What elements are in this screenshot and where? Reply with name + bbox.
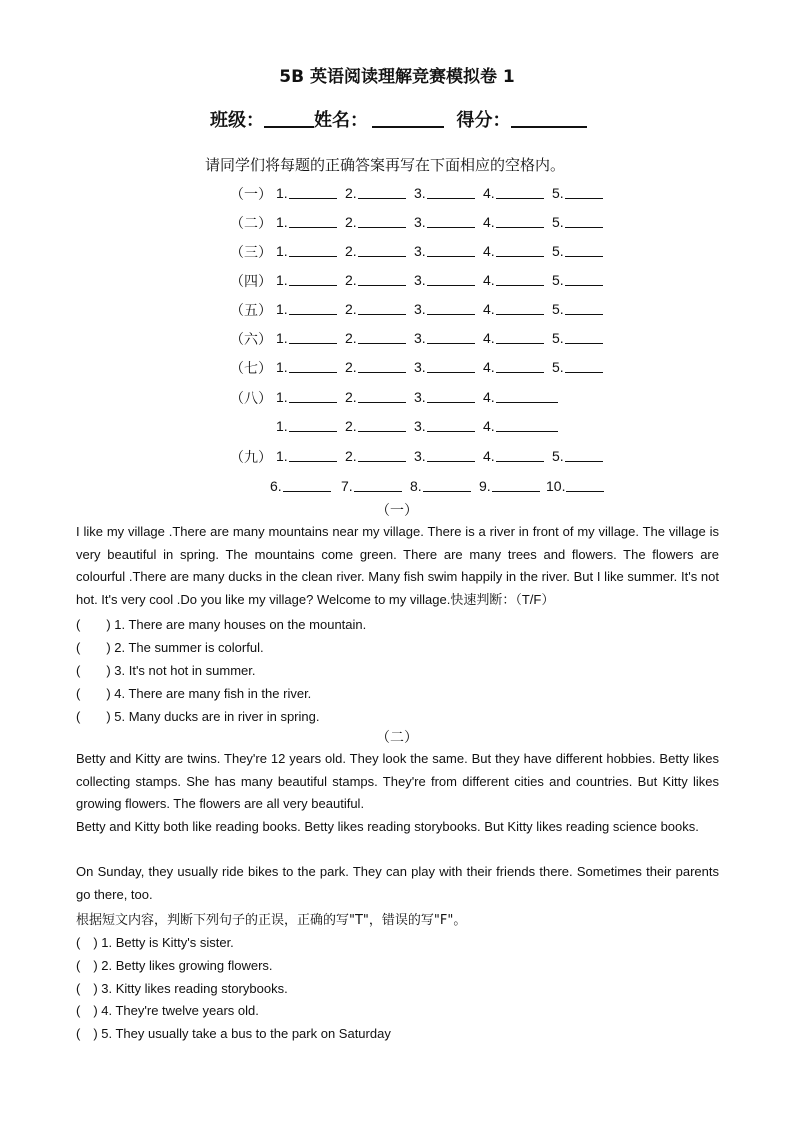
answer-number: 3. [414, 330, 426, 346]
section-2-paragraph-3: On Sunday, they usually ride bikes to the park. They can play with their friends there. Sometimes their parents go there, too. [76, 864, 719, 902]
answer-blank[interactable] [345, 447, 406, 464]
answer-number: 5. [552, 359, 564, 375]
section-1-question: ( ) 5. Many ducks are in river in spring. [76, 709, 320, 724]
answer-number: 2. [345, 389, 357, 405]
section-2-question: ( ) 1. Betty is Kitty's sister. [76, 935, 234, 950]
answer-blank[interactable] [552, 358, 603, 375]
answer-number: 3. [414, 272, 426, 288]
answer-row-label: （二） [230, 216, 272, 232]
answer-row [0, 477, 794, 497]
answer-blank[interactable] [345, 358, 406, 375]
answer-blank[interactable] [345, 388, 406, 405]
answer-number: 2. [345, 214, 357, 230]
answer-underline [496, 417, 558, 432]
answer-underline [423, 477, 471, 492]
answer-underline [565, 358, 603, 373]
answer-blank[interactable] [345, 213, 406, 230]
answer-blank[interactable] [483, 388, 558, 405]
answer-number: 4. [483, 243, 495, 259]
answer-blank[interactable] [414, 417, 475, 434]
answer-underline [427, 213, 475, 228]
answer-blank[interactable] [276, 329, 337, 346]
section-2-question: ( ) 5. They usually take a bus to the park on Saturday [76, 1026, 391, 1041]
answer-blank[interactable] [483, 271, 544, 288]
answer-blank[interactable] [276, 417, 337, 434]
answer-row [0, 300, 794, 320]
answer-number: 1. [276, 272, 288, 288]
answer-underline [492, 477, 540, 492]
answer-blank[interactable] [483, 242, 544, 259]
answer-blank[interactable] [552, 300, 603, 317]
answer-blank[interactable] [345, 300, 406, 317]
answer-number: 4. [483, 330, 495, 346]
section-1-passage: I like my village .There are many mountains near my village. There is a river in front of my village. The village is very beautiful in spring. The mountains come green. There are many trees and flowers. The flowers are colourful .There are many ducks in the clean river. Many fish swim happily in the river. But I like summer. It's not hot. It's very cool .Do you like my village? Welcome to my village.快速判断：（T/F） [76, 524, 719, 607]
answer-underline [496, 447, 544, 462]
answer-underline [565, 300, 603, 315]
answer-instruction: 请同学们将每题的正确答案再写在下面相应的空格内。 [205, 156, 566, 174]
section-1-question: ( ) 3. It's not hot in summer. [76, 663, 256, 678]
answer-row-label: （五） [230, 303, 272, 319]
answer-number: 2. [345, 418, 357, 434]
answer-underline [358, 184, 406, 199]
answer-number: 2. [345, 272, 357, 288]
answer-number: 5. [552, 330, 564, 346]
section-2-instruction: 根据短文内容，判断下列句子的正误，正确的写"T"，错误的写"F"。 [76, 913, 467, 928]
answer-row [0, 184, 794, 204]
answer-underline [427, 358, 475, 373]
name-blank[interactable] [372, 108, 444, 128]
answer-row-label: （九） [230, 450, 272, 466]
answer-number: 3. [414, 243, 426, 259]
answer-underline [496, 358, 544, 373]
answer-blank[interactable] [410, 477, 471, 494]
answer-number: 4. [483, 272, 495, 288]
answer-underline [427, 184, 475, 199]
answer-underline [289, 213, 337, 228]
answer-number: 2. [345, 330, 357, 346]
answer-row-label: （三） [230, 245, 272, 261]
answer-blank[interactable] [552, 184, 603, 201]
answer-blank[interactable] [483, 329, 544, 346]
answer-underline [427, 271, 475, 286]
answer-blank[interactable] [345, 271, 406, 288]
answer-underline [358, 213, 406, 228]
answer-blank[interactable] [414, 447, 475, 464]
answer-blank[interactable] [276, 447, 337, 464]
answer-underline [496, 388, 558, 403]
answer-number: 6. [270, 478, 282, 494]
class-blank[interactable] [264, 108, 314, 128]
score-label: 得分： [456, 110, 511, 131]
answer-underline [566, 477, 604, 492]
answer-number: 3. [414, 389, 426, 405]
answer-underline [289, 329, 337, 344]
section-2-paragraph-2: Betty and Kitty both like reading books. Betty likes reading storybooks. But Kitty likes reading science books. [76, 819, 699, 834]
answer-blank[interactable] [276, 271, 337, 288]
answer-row-label: （七） [230, 361, 272, 377]
section-2-question: ( ) 4. They're twelve years old. [76, 1003, 259, 1018]
answer-number: 4. [483, 185, 495, 201]
answer-number: 1. [276, 359, 288, 375]
answer-underline [358, 271, 406, 286]
answer-number: 1. [276, 243, 288, 259]
answer-number: 4. [483, 389, 495, 405]
answer-blank[interactable] [276, 242, 337, 259]
answer-blank[interactable] [483, 300, 544, 317]
answer-blank[interactable] [341, 477, 402, 494]
answer-number: 1. [276, 185, 288, 201]
answer-underline [565, 242, 603, 257]
answer-underline [289, 417, 337, 432]
answer-blank[interactable] [270, 477, 331, 494]
answer-blank[interactable] [479, 477, 540, 494]
answer-underline [496, 242, 544, 257]
class-label: 班级： [210, 110, 264, 131]
answer-number: 4. [483, 214, 495, 230]
answer-blank[interactable] [483, 358, 544, 375]
answer-row [0, 447, 794, 467]
student-info-line [210, 106, 587, 132]
answer-underline [427, 388, 475, 403]
answer-number: 1. [276, 330, 288, 346]
answer-blank[interactable] [414, 388, 475, 405]
answer-blank[interactable] [345, 242, 406, 259]
answer-number: 1. [276, 214, 288, 230]
answer-number: 1. [276, 418, 288, 434]
answer-number: 4. [483, 359, 495, 375]
answer-number: 5. [552, 214, 564, 230]
answer-number: 5. [552, 301, 564, 317]
answer-number: 4. [483, 448, 495, 464]
answer-underline [496, 329, 544, 344]
answer-underline [565, 271, 603, 286]
answer-blank[interactable] [552, 213, 603, 230]
answer-underline [358, 447, 406, 462]
answer-number: 5. [552, 272, 564, 288]
answer-blank[interactable] [546, 477, 604, 494]
answer-number: 3. [414, 359, 426, 375]
answer-blank[interactable] [552, 271, 603, 288]
answer-underline [358, 417, 406, 432]
answer-row [0, 329, 794, 349]
answer-underline [427, 447, 475, 462]
answer-number: 5. [552, 185, 564, 201]
section-1-question: ( ) 1. There are many houses on the mountain. [76, 617, 367, 632]
name-label: 姓名： [314, 110, 368, 131]
answer-blank[interactable] [552, 447, 603, 464]
answer-row [0, 417, 794, 437]
answer-number: 3. [414, 418, 426, 434]
answer-underline [358, 300, 406, 315]
answer-number: 3. [414, 448, 426, 464]
answer-underline [289, 271, 337, 286]
answer-underline [565, 329, 603, 344]
answer-underline [289, 388, 337, 403]
section-2-heading: （二） [376, 730, 418, 746]
answer-row-label: （六） [230, 332, 272, 348]
answer-underline [289, 358, 337, 373]
answer-blank[interactable] [483, 213, 544, 230]
answer-underline [289, 184, 337, 199]
answer-blank[interactable] [345, 329, 406, 346]
answer-underline [496, 213, 544, 228]
answer-underline [289, 447, 337, 462]
answer-blank[interactable] [414, 358, 475, 375]
score-blank[interactable] [511, 108, 587, 128]
answer-number: 10. [546, 478, 566, 494]
answer-number: 1. [276, 389, 288, 405]
answer-row-label: （一） [230, 187, 272, 203]
answer-blank[interactable] [345, 417, 406, 434]
section-2-paragraph-1: Betty and Kitty are twins. They're 12 years old. They look the same. But they have different hobbies. Betty likes collecting stamps. She has many beautiful stamps. They're from different cities and countries. But Kitty likes growing flowers. The flowers are all very beautiful. [76, 751, 719, 812]
answer-number: 2. [345, 448, 357, 464]
answer-underline [565, 447, 603, 462]
answer-blank[interactable] [552, 329, 603, 346]
answer-number: 2. [345, 243, 357, 259]
answer-row [0, 358, 794, 378]
answer-number: 4. [483, 301, 495, 317]
answer-blank[interactable] [552, 242, 603, 259]
section-1-heading: （一） [376, 503, 418, 519]
answer-number: 3. [414, 185, 426, 201]
answer-underline [289, 242, 337, 257]
answer-blank[interactable] [414, 184, 475, 201]
answer-blank[interactable] [276, 300, 337, 317]
answer-blank[interactable] [276, 358, 337, 375]
section-2-question: ( ) 3. Kitty likes reading storybooks. [76, 981, 288, 996]
answer-row [0, 242, 794, 262]
answer-underline [289, 300, 337, 315]
answer-number: 2. [345, 185, 357, 201]
answer-blank[interactable] [414, 242, 475, 259]
answer-blank[interactable] [483, 417, 558, 434]
answer-underline [354, 477, 402, 492]
answer-underline [283, 477, 331, 492]
answer-number: 2. [345, 301, 357, 317]
section-1-question: ( ) 4. There are many fish in the river. [76, 686, 312, 701]
answer-underline [427, 300, 475, 315]
answer-blank[interactable] [483, 447, 544, 464]
answer-blank[interactable] [483, 184, 544, 201]
answer-blank[interactable] [276, 213, 337, 230]
answer-number: 5. [552, 243, 564, 259]
answer-blank[interactable] [414, 329, 475, 346]
answer-row-label: （四） [230, 274, 272, 290]
answer-underline [358, 388, 406, 403]
answer-underline [427, 417, 475, 432]
answer-blank[interactable] [276, 184, 337, 201]
answer-number: 8. [410, 478, 422, 494]
answer-row [0, 388, 794, 408]
answer-number: 1. [276, 301, 288, 317]
answer-underline [358, 329, 406, 344]
answer-row [0, 271, 794, 291]
answer-number: 9. [479, 478, 491, 494]
section-1-question: ( ) 2. The summer is colorful. [76, 640, 264, 655]
answer-number: 2. [345, 359, 357, 375]
answer-underline [496, 300, 544, 315]
page-title: 5B 英语阅读理解竞赛模拟卷 1 [279, 67, 515, 87]
answer-number: 3. [414, 301, 426, 317]
answer-underline [358, 358, 406, 373]
answer-blank[interactable] [414, 213, 475, 230]
answer-underline [427, 242, 475, 257]
section-2-question: ( ) 2. Betty likes growing flowers. [76, 958, 273, 973]
answer-underline [565, 184, 603, 199]
answer-underline [496, 184, 544, 199]
answer-row-label: （八） [230, 391, 272, 407]
answer-blank[interactable] [414, 271, 475, 288]
answer-number: 3. [414, 214, 426, 230]
answer-blank[interactable] [276, 388, 337, 405]
answer-blank[interactable] [414, 300, 475, 317]
answer-number: 4. [483, 418, 495, 434]
answer-row [0, 213, 794, 233]
answer-underline [427, 329, 475, 344]
answer-underline [565, 213, 603, 228]
answer-number: 7. [341, 478, 353, 494]
answer-number: 5. [552, 448, 564, 464]
answer-number: 1. [276, 448, 288, 464]
answer-underline [496, 271, 544, 286]
answer-underline [358, 242, 406, 257]
answer-blank[interactable] [345, 184, 406, 201]
